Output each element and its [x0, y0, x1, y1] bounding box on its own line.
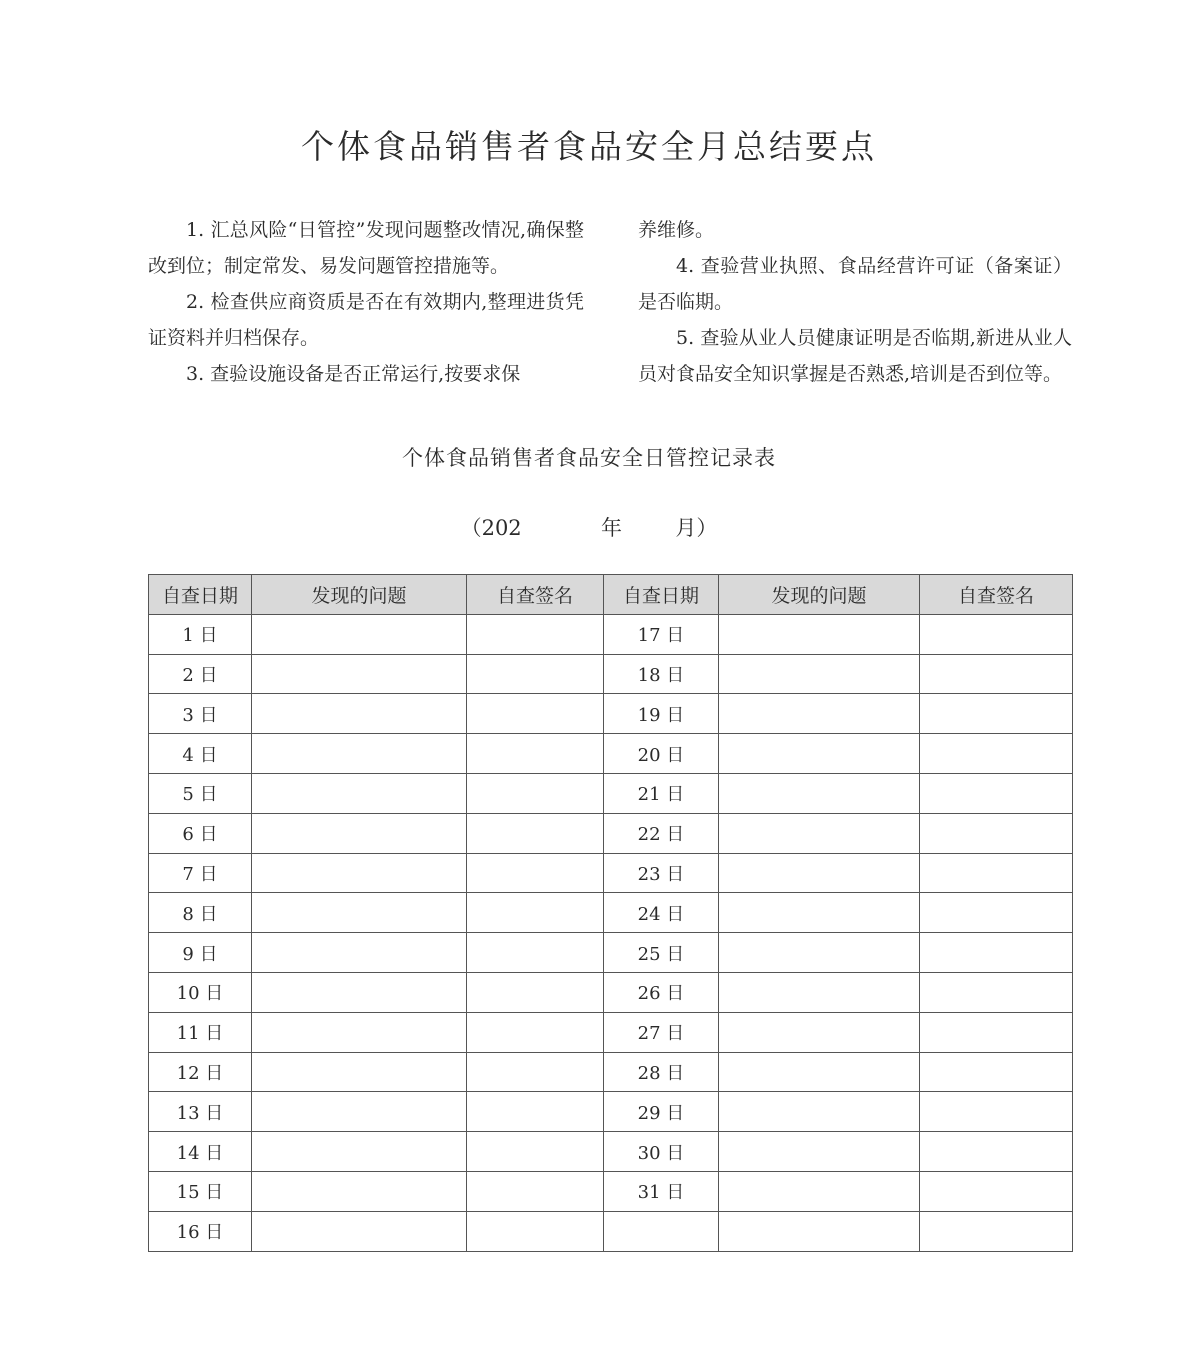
signature-cell-right[interactable] — [920, 654, 1073, 694]
issues-cell-right[interactable] — [719, 893, 920, 933]
date-cell-left: 5 日 — [149, 773, 252, 813]
summary-point-4: 4. 查验营业执照、食品经营许可证（备案证）是否临期。 — [638, 255, 1072, 313]
signature-cell-right[interactable] — [920, 614, 1073, 654]
issues-cell-right[interactable] — [719, 972, 920, 1012]
issues-cell-left[interactable] — [252, 1092, 467, 1132]
summary-point-3-continued: 养维修。 — [638, 219, 715, 241]
issues-cell-right[interactable] — [719, 853, 920, 893]
issues-cell-left[interactable] — [252, 933, 467, 973]
date-cell-right: 28 日 — [604, 1052, 719, 1092]
signature-cell-right[interactable] — [920, 1052, 1073, 1092]
date-cell-right: 25 日 — [604, 933, 719, 973]
date-cell-right — [604, 1211, 719, 1251]
header-signature-right: 自查签名 — [920, 575, 1073, 615]
date-cell-right: 21 日 — [604, 773, 719, 813]
left-text-column — [148, 212, 584, 392]
signature-cell-right[interactable] — [920, 813, 1073, 853]
issues-cell-left[interactable] — [252, 1211, 467, 1251]
issues-cell-left[interactable] — [252, 654, 467, 694]
signature-cell-left[interactable] — [467, 1012, 604, 1052]
date-cell-left: 3 日 — [149, 694, 252, 734]
signature-cell-left[interactable] — [467, 734, 604, 774]
signature-cell-left[interactable] — [467, 654, 604, 694]
signature-cell-right[interactable] — [920, 773, 1073, 813]
table-header-row — [149, 575, 1073, 615]
summary-point-2: 2. 检查供应商资质是否在有效期内,整理进货凭证资料并归档保存。 — [148, 291, 584, 349]
issues-cell-right[interactable] — [719, 1012, 920, 1052]
issues-cell-left[interactable] — [252, 893, 467, 933]
issues-cell-right[interactable] — [719, 654, 920, 694]
table-row — [149, 694, 1073, 734]
table-row — [149, 813, 1073, 853]
period-line — [0, 510, 1178, 546]
issues-cell-left[interactable] — [252, 1171, 467, 1211]
table-row — [149, 654, 1073, 694]
header-issues-found-left: 发现的问题 — [252, 575, 467, 615]
period-open: （202 — [460, 516, 522, 540]
signature-cell-left[interactable] — [467, 694, 604, 734]
issues-cell-left[interactable] — [252, 853, 467, 893]
signature-cell-right[interactable] — [920, 734, 1073, 774]
table-row — [149, 1092, 1073, 1132]
date-cell-left: 8 日 — [149, 893, 252, 933]
issues-cell-right[interactable] — [719, 1052, 920, 1092]
issues-cell-right[interactable] — [719, 1211, 920, 1251]
date-cell-right: 22 日 — [604, 813, 719, 853]
table-row — [149, 893, 1073, 933]
issues-cell-right[interactable] — [719, 734, 920, 774]
date-cell-right: 24 日 — [604, 893, 719, 933]
signature-cell-right[interactable] — [920, 1132, 1073, 1172]
signature-cell-left[interactable] — [467, 1132, 604, 1172]
date-cell-right: 30 日 — [604, 1132, 719, 1172]
signature-cell-left[interactable] — [467, 853, 604, 893]
issues-cell-right[interactable] — [719, 614, 920, 654]
issues-cell-left[interactable] — [252, 773, 467, 813]
date-cell-right: 23 日 — [604, 853, 719, 893]
issues-cell-left[interactable] — [252, 1052, 467, 1092]
date-cell-right: 31 日 — [604, 1171, 719, 1211]
issues-cell-left[interactable] — [252, 734, 467, 774]
daily-control-record-table — [148, 574, 1073, 1252]
signature-cell-left[interactable] — [467, 933, 604, 973]
issues-cell-left[interactable] — [252, 694, 467, 734]
date-cell-left: 14 日 — [149, 1132, 252, 1172]
date-cell-right: 27 日 — [604, 1012, 719, 1052]
issues-cell-right[interactable] — [719, 773, 920, 813]
issues-cell-left[interactable] — [252, 1012, 467, 1052]
issues-cell-left[interactable] — [252, 972, 467, 1012]
summary-point-1: 1. 汇总风险“日管控”发现问题整改情况,确保整改到位；制定常发、易发问题管控措施等。 — [148, 219, 584, 277]
table-row — [149, 1171, 1073, 1211]
date-cell-left: 13 日 — [149, 1092, 252, 1132]
date-cell-right: 20 日 — [604, 734, 719, 774]
issues-cell-left[interactable] — [252, 1132, 467, 1172]
signature-cell-right[interactable] — [920, 1012, 1073, 1052]
signature-cell-right[interactable] — [920, 972, 1073, 1012]
table-row — [149, 614, 1073, 654]
signature-cell-left[interactable] — [467, 1211, 604, 1251]
table-row — [149, 1012, 1073, 1052]
date-cell-right: 17 日 — [604, 614, 719, 654]
table-row — [149, 933, 1073, 973]
issues-cell-left[interactable] — [252, 813, 467, 853]
date-cell-left: 9 日 — [149, 933, 252, 973]
signature-cell-right[interactable] — [920, 893, 1073, 933]
signature-cell-right[interactable] — [920, 1171, 1073, 1211]
signature-cell-left[interactable] — [467, 813, 604, 853]
header-check-date-right: 自查日期 — [604, 575, 719, 615]
header-signature-left: 自查签名 — [467, 575, 604, 615]
table-row — [149, 1052, 1073, 1092]
signature-cell-right[interactable] — [920, 1211, 1073, 1251]
signature-cell-left[interactable] — [467, 1171, 604, 1211]
date-cell-left: 16 日 — [149, 1211, 252, 1251]
signature-cell-right[interactable] — [920, 694, 1073, 734]
page-title: 个体食品销售者食品安全月总结要点 — [301, 127, 877, 166]
signature-cell-left[interactable] — [467, 1092, 604, 1132]
table-row — [149, 972, 1073, 1012]
date-cell-left: 10 日 — [149, 972, 252, 1012]
date-cell-left: 6 日 — [149, 813, 252, 853]
table-row — [149, 1132, 1073, 1172]
date-cell-left: 7 日 — [149, 853, 252, 893]
issues-cell-right[interactable] — [719, 694, 920, 734]
signature-cell-right[interactable] — [920, 933, 1073, 973]
issues-cell-right[interactable] — [719, 933, 920, 973]
date-cell-right: 29 日 — [604, 1092, 719, 1132]
issues-cell-left[interactable] — [252, 614, 467, 654]
table-row — [149, 853, 1073, 893]
issues-cell-right[interactable] — [719, 1132, 920, 1172]
date-cell-left: 11 日 — [149, 1012, 252, 1052]
date-cell-right: 19 日 — [604, 694, 719, 734]
period-year-label: 年 — [601, 516, 623, 540]
signature-cell-left[interactable] — [467, 614, 604, 654]
period-month-label: 月） — [675, 516, 718, 540]
date-cell-left: 1 日 — [149, 614, 252, 654]
summary-point-5: 5. 查验从业人员健康证明是否临期,新进从业人员对食品安全知识掌握是否熟悉,培训是否到位等。 — [638, 327, 1072, 385]
signature-cell-left[interactable] — [467, 972, 604, 1012]
issues-cell-right[interactable] — [719, 813, 920, 853]
date-cell-left: 2 日 — [149, 654, 252, 694]
summary-point-3: 3. 查验设施设备是否正常运行,按要求保 — [186, 363, 521, 385]
header-check-date-left: 自查日期 — [149, 575, 252, 615]
date-cell-right: 18 日 — [604, 654, 719, 694]
date-cell-left: 15 日 — [149, 1171, 252, 1211]
table-title: 个体食品销售者食品安全日管控记录表 — [402, 446, 776, 470]
issues-cell-right[interactable] — [719, 1171, 920, 1211]
issues-cell-right[interactable] — [719, 1092, 920, 1132]
date-cell-left: 12 日 — [149, 1052, 252, 1092]
table-row — [149, 734, 1073, 774]
right-text-column — [638, 212, 1072, 392]
signature-cell-left[interactable] — [467, 773, 604, 813]
signature-cell-left[interactable] — [467, 893, 604, 933]
header-issues-found-right: 发现的问题 — [719, 575, 920, 615]
signature-cell-right[interactable] — [920, 1092, 1073, 1132]
signature-cell-left[interactable] — [467, 1052, 604, 1092]
table-row — [149, 773, 1073, 813]
table-row — [149, 1211, 1073, 1251]
signature-cell-right[interactable] — [920, 853, 1073, 893]
date-cell-right: 26 日 — [604, 972, 719, 1012]
date-cell-left: 4 日 — [149, 734, 252, 774]
